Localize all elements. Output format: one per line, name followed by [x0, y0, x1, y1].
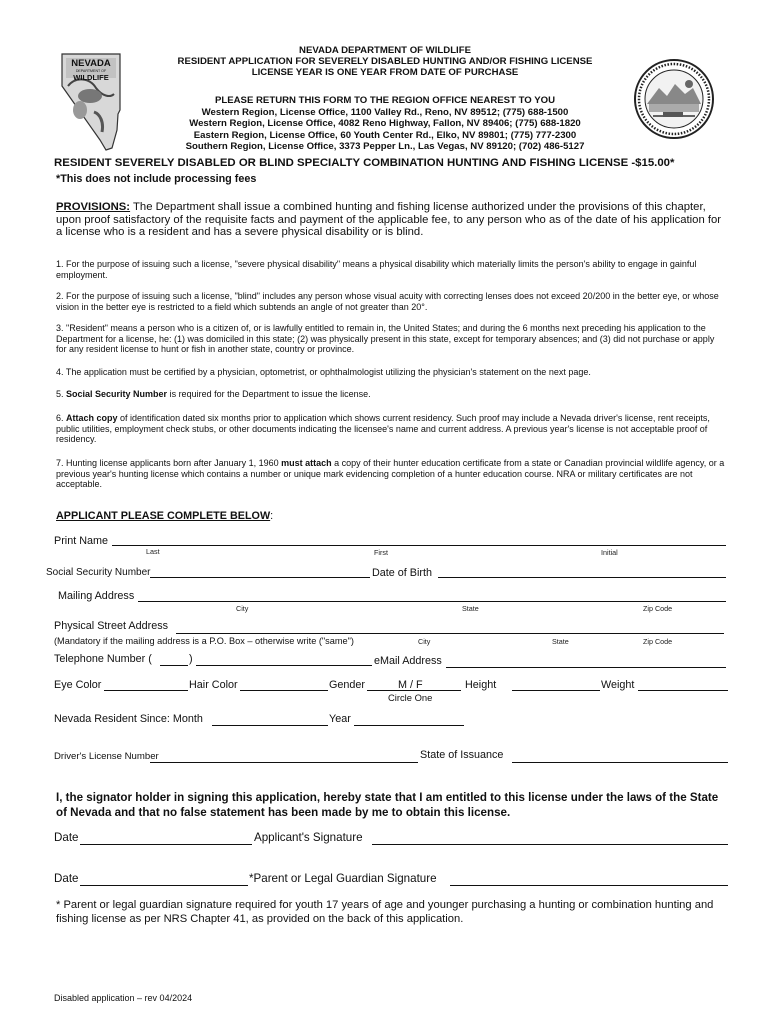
parent-signature-label: *Parent or Legal Guardian Signature	[249, 872, 437, 885]
return-note: PLEASE RETURN THIS FORM TO THE REGION OFFICE NEAREST TO YOU	[214, 95, 556, 106]
item-3: 3. "Resident" means a person who is a citizen of, or is lawfully entitled to remain in, the United States; and during the 6 months next preceding his application to the Department for a license, he: (1) was domiciled in this state; (2) was physically present in this state, except for temporary absences; and (3) did not purchase or apply for any resident license to hunt or fish in another state, country or province.	[56, 323, 715, 354]
mailing-label: Mailing Address	[58, 590, 135, 602]
email-field[interactable]	[446, 667, 726, 668]
logo-text-mid: DEPARTMENT OF	[75, 69, 107, 73]
item-5-bold: Social Security Number	[66, 389, 168, 399]
provisions-label: PROVISIONS:	[56, 201, 131, 213]
mailing-sub-state: State	[462, 604, 479, 613]
license-heading: RESIDENT SEVERELY DISABLED OR BLIND SPECIALTY COMBINATION HUNTING AND FISHING LICENSE -$15.00*	[54, 157, 675, 169]
telephone-label: Telephone Number (	[54, 653, 152, 665]
item-5	[56, 389, 726, 400]
parent-signature-field[interactable]	[450, 885, 728, 886]
item-6	[56, 413, 726, 445]
eye-color-label: Eye Color	[54, 679, 102, 691]
physical-field[interactable]	[176, 633, 724, 634]
mandatory-note: (Mandatory if the mailing address is a P.O. Box – otherwise write ("same")	[54, 636, 354, 646]
state-seal	[633, 58, 715, 140]
drivers-license-label: Driver's License Number	[54, 751, 159, 762]
applicant-signature-label: Applicant's Signature	[254, 831, 363, 844]
office-reno: Western Region, License Office, 1100 Valley Rd., Reno, NV 89512; (775) 688-1500	[201, 107, 569, 119]
email-label: eMail Address	[374, 655, 442, 667]
applicant-date-label: Date	[54, 831, 79, 844]
resident-since-label: Nevada Resident Since: Month	[54, 713, 203, 725]
item-7	[56, 458, 726, 490]
section-title	[56, 510, 273, 522]
fees-note: *This does not include processing fees	[56, 173, 257, 185]
area-code-field[interactable]	[160, 665, 188, 666]
item-7-text: a copy of their hunter education certificate from a state or Canadian provincial wildlife agency, or a previous year's hunting license which contains a number or unique mark evidencing completion of a hunter education course. NRA or military certificates are not acceptable.	[56, 458, 725, 489]
item-1: 1. For the purpose of issuing such a license, "severe physical disability" means a physical disability which materially limits the person's ability to engage in gainful employment.	[56, 259, 697, 280]
weight-field[interactable]	[638, 690, 728, 691]
physical-sub-zip: Zip Code	[643, 637, 673, 646]
state-of-issuance-field[interactable]	[512, 762, 728, 763]
height-field[interactable]	[512, 690, 600, 691]
section-title-text: APPLICANT PLEASE COMPLETE BELOW	[56, 510, 271, 522]
parent-note: * Parent or legal guardian signature required for youth 17 years of age and younger purchasing a hunting or combination hunting and fishing license as per NRS Chapter 41, as provided on the back of this application.	[56, 899, 714, 925]
provisions-text: The Department shall issue a combined hunting and fishing license authorized under the provisions of this chapter, upon proof satisfactory of the requisite facts and payment of the applicable fee, to any person who as of the date of his application for a license who is a resident and has a severe physical disability or is blind.	[56, 201, 722, 239]
telephone-close: )	[189, 653, 193, 665]
logo-text-bottom: WILDLIFE	[73, 73, 109, 82]
hair-color-label: Hair Color	[189, 679, 238, 691]
circle-one-note: Circle One	[388, 692, 433, 703]
print-name-field[interactable]	[112, 545, 726, 546]
item-7-bold: must attach	[281, 458, 332, 468]
mailing-field[interactable]	[138, 601, 726, 602]
item-4: 4. The application must be certified by a physician, optometrist, or ophthalmologist utilizing the physician's statement on the next page.	[56, 367, 591, 377]
print-name-label: Print Name	[54, 535, 109, 547]
logo-text-top: NEVADA	[71, 58, 111, 69]
eye-color-field[interactable]	[104, 690, 188, 691]
ndow-logo	[60, 52, 124, 152]
physical-sub-state: State	[552, 637, 569, 646]
drivers-license-field[interactable]	[150, 762, 418, 763]
mailing-sub-zip: Zip Code	[643, 604, 673, 613]
applicant-date-field[interactable]	[80, 844, 252, 845]
sub-initial: Initial	[601, 548, 618, 557]
hair-color-field[interactable]	[240, 690, 328, 691]
mailing-sub-city: City	[236, 604, 249, 613]
provisions-paragraph	[56, 201, 726, 239]
header-block	[150, 45, 620, 79]
agency-name: NEVADA DEPARTMENT OF WILDLIFE	[299, 45, 471, 56]
footer-revision: Disabled application – rev 04/2024	[54, 993, 193, 1003]
form-title: RESIDENT APPLICATION FOR SEVERELY DISABLED HUNTING AND/OR FISHING LICENSE	[177, 56, 593, 68]
height-label: Height	[465, 679, 497, 691]
item-7-prefix: 7. Hunting license applicants born after January 1, 1960	[56, 458, 282, 468]
attestation-text: I, the signator holder in signing this application, hereby state that I am entitled to this license under the laws of the State of Nevada and that no false statement has been made by me to obtain this license.	[56, 791, 719, 819]
item-6-text: of identification dated six months prior to application which shows current residency. Such proof may include a Nevada driver's license, rent receipts, public utilities, employment check stubs, or other documents indicating the licensee's name and current address. A previous year's license is not acceptable proof of residency.	[56, 413, 710, 444]
item-6-prefix: 6.	[56, 413, 67, 423]
telephone-field[interactable]	[196, 665, 372, 666]
state-of-issuance-label: State of Issuance	[420, 749, 504, 761]
ssn-label: Social Security Number	[46, 567, 151, 578]
license-year-note: LICENSE YEAR IS ONE YEAR FROM DATE OF PURCHASE	[251, 67, 519, 79]
physical-sub-city: City	[418, 637, 431, 646]
gender-options[interactable]: M / F	[398, 679, 423, 691]
item-6-bold: Attach copy	[66, 413, 118, 423]
weight-label: Weight	[601, 679, 635, 691]
physical-label: Physical Street Address	[54, 620, 169, 632]
applicant-signature-field[interactable]	[372, 844, 728, 845]
ssn-field[interactable]	[150, 577, 370, 578]
parent-date-field[interactable]	[80, 885, 248, 886]
office-block	[150, 95, 620, 152]
item-5-text: is required for the Department to issue the license.	[167, 389, 371, 399]
resident-month-field[interactable]	[212, 725, 328, 726]
parent-date-label: Date	[54, 872, 79, 885]
office-fallon: Western Region, License Office, 4082 Reno Highway, Fallon, NV 89406; (775) 688-1820	[189, 118, 581, 130]
dob-field[interactable]	[438, 577, 726, 578]
sub-last: Last	[146, 547, 160, 556]
resident-year-field[interactable]	[354, 725, 464, 726]
item-2: 2. For the purpose of issuing such a license, "blind" includes any person whose visual acuity with correcting lenses does not exceed 20/200 in the better eye, or whose vision in the better eye is restricted to a field which subtends an angle of not greater than 20°.	[56, 291, 719, 312]
item-5-prefix: 5.	[56, 389, 67, 399]
office-elko: Eastern Region, License Office, 60 Youth Center Rd., Elko, NV 89801; (775) 777-2300	[193, 129, 577, 141]
gender-label: Gender	[329, 679, 366, 691]
dob-label: Date of Birth	[372, 567, 433, 579]
resident-year-label: Year	[329, 713, 351, 725]
section-title-colon: :	[270, 510, 274, 522]
sub-first: First	[374, 548, 388, 557]
office-las-vegas: Southern Region, License Office, 3373 Pepper Ln., Las Vegas, NV 89120; (702) 486-5127	[185, 140, 585, 152]
